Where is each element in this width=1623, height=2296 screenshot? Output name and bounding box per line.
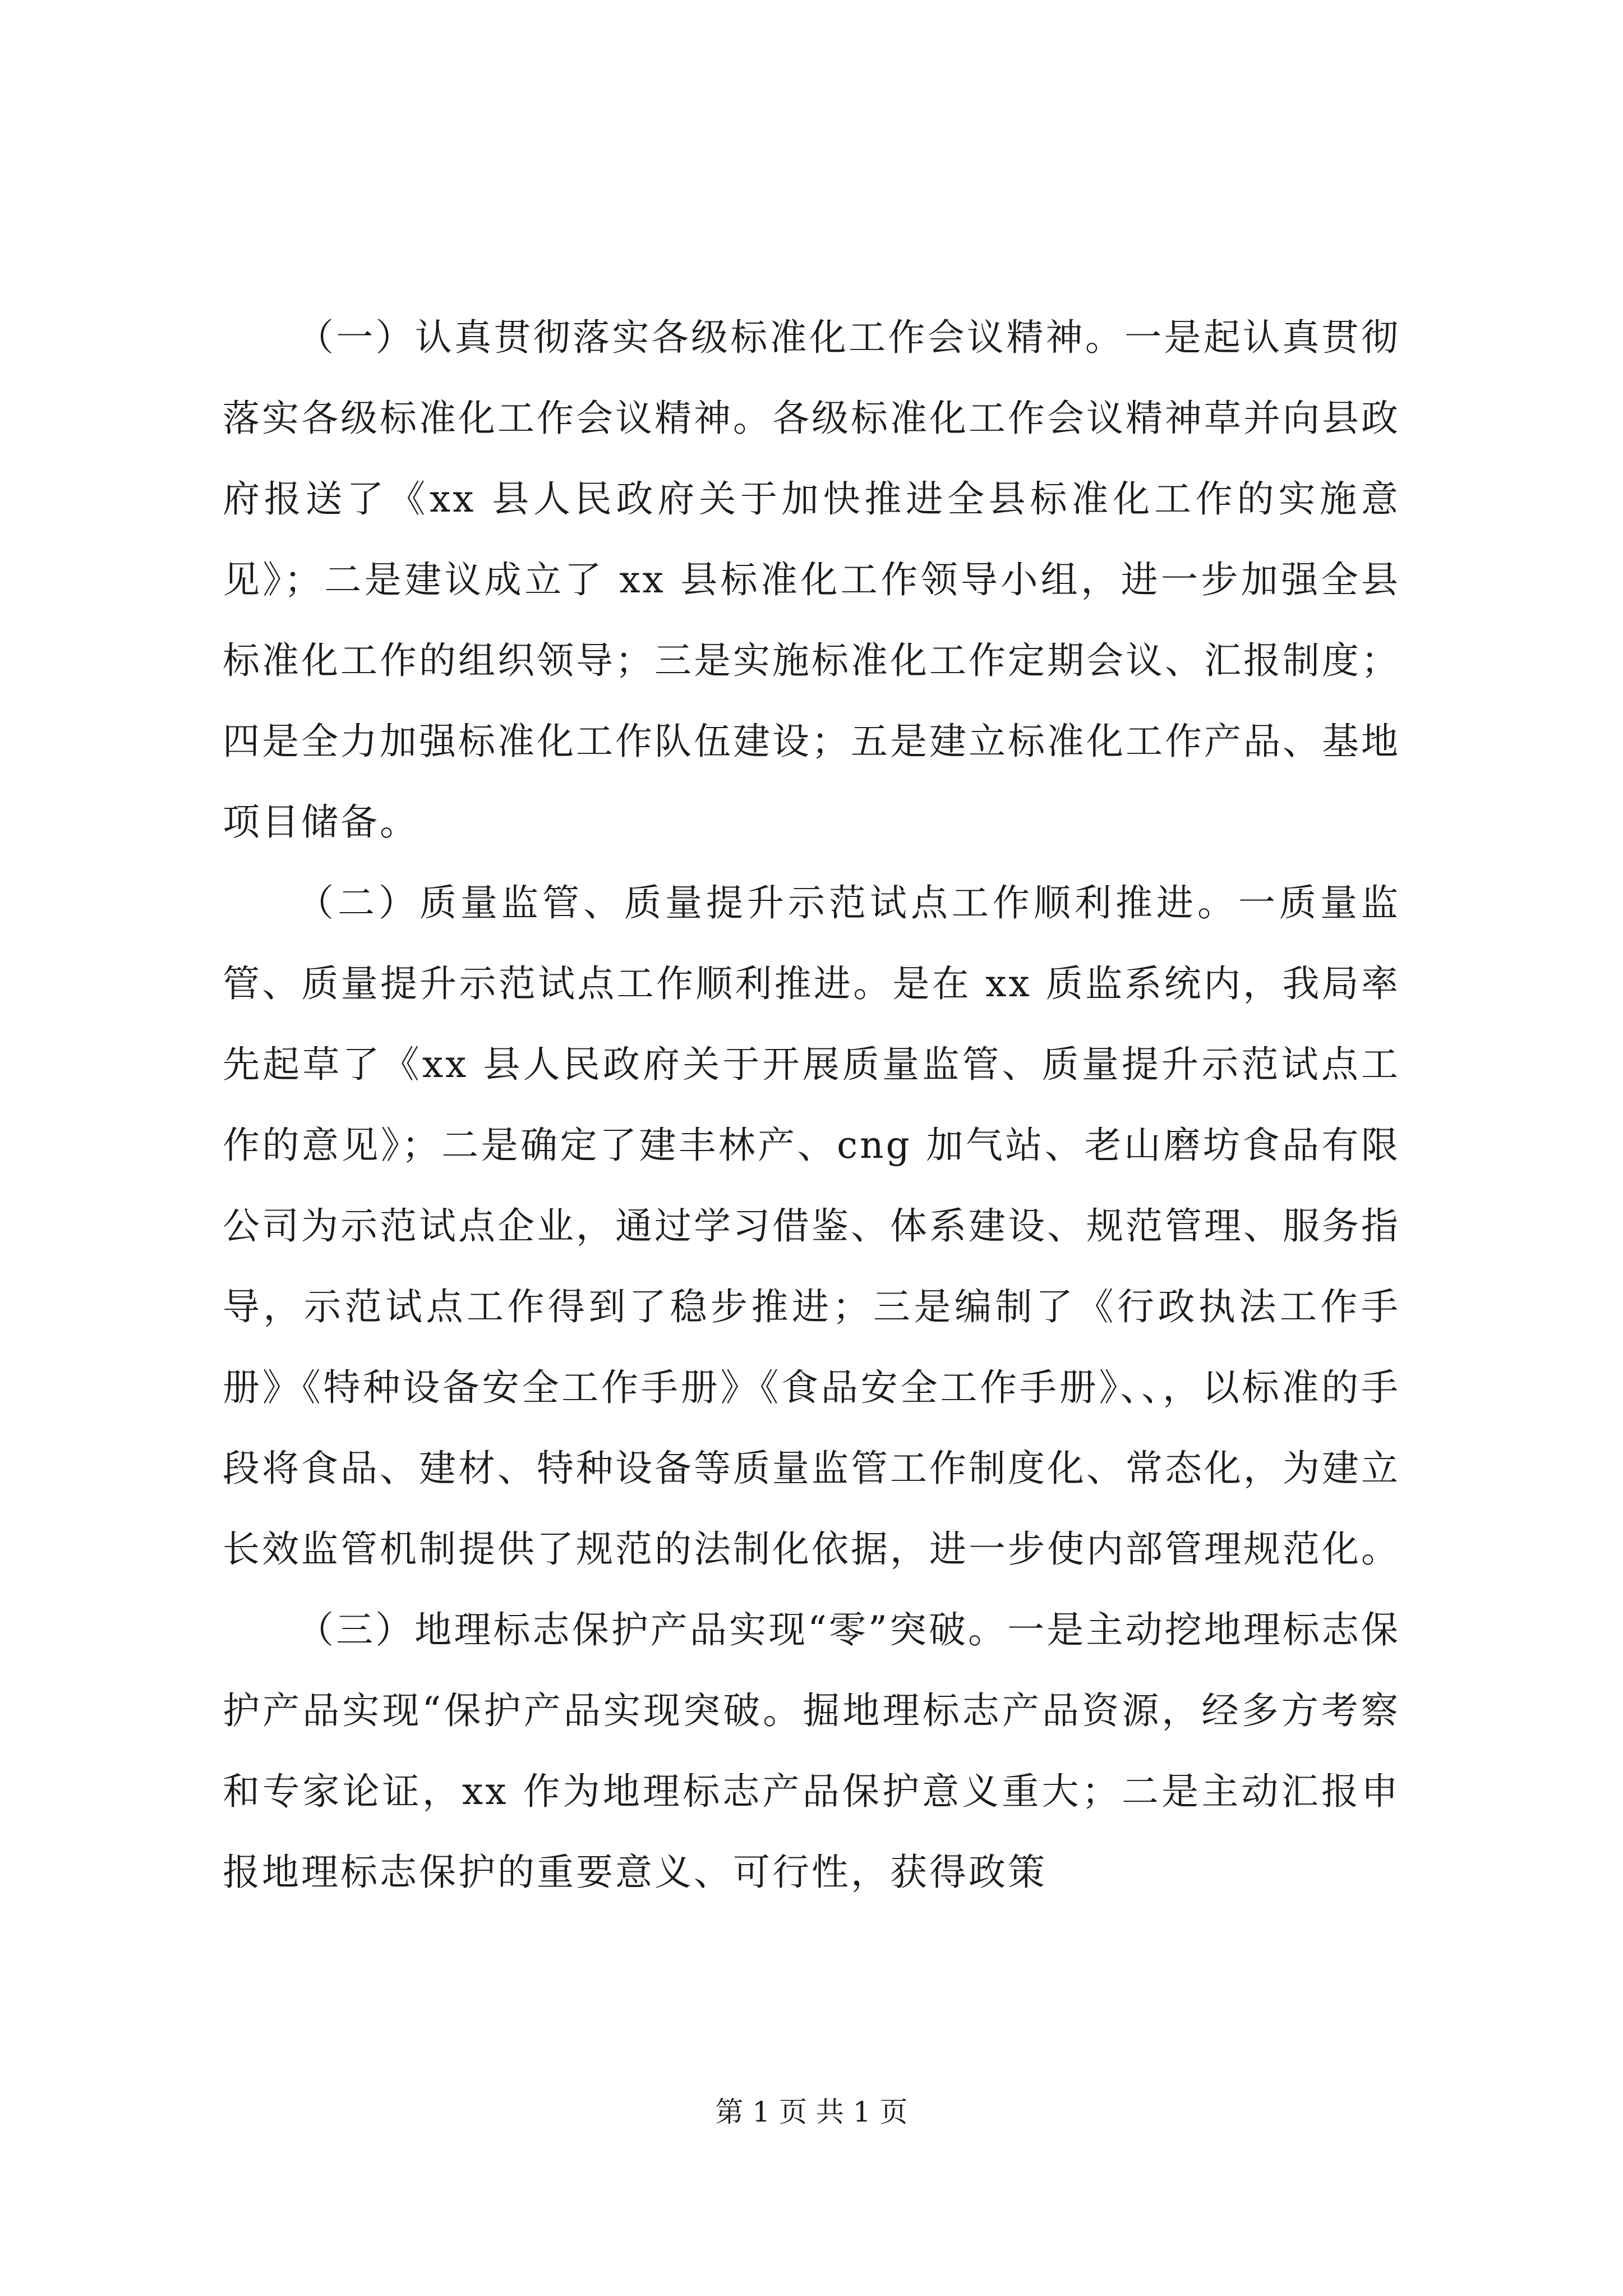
document-body (223, 297, 1400, 1913)
paragraph-geographic-indication: （三）地理标志保护产品实现“零”突破。一是主动挖地理标志保护产品实现“保护产品实现突破。掘地理标志产品资源，经多方考察和专家论证，xx 作为地理标志产品保护意义重大；二是主动汇报申报地理标志保护的重要意义、可行性，获得政策 (223, 1608, 1400, 1894)
paragraph-standardization: （一）认真贯彻落实各级标准化工作会议精神。一是起认真贯彻落实各级标准化工作会议精神。各级标准化工作会议精神草并向县政府报送了《xx 县人民政府关于加快推进全县标准化工作的实施意见》；二是建议成立了 xx 县标准化工作领导小组，进一步加强全县标准化工作的组织领导；三是实施标准化工作定期会议、汇报制度；四是全力加强标准化工作队伍建设；五是建立标准化工作产品、基地项目储备。 (223, 316, 1400, 844)
page-footer: 第 1 页 共 1 页 (715, 2096, 908, 2128)
paragraph-quality-supervision: （二）质量监管、质量提升示范试点工作顺利推进。一质量监管、质量提升示范试点工作顺利推进。是在 xx 质监系统内，我局率先起草了《xx 县人民政府关于开展质量监管、质量提升示范试点工作的意见》；二是确定了建丰林产、cng 加气站、老山磨坊食品有限公司为示范试点企业，通过学习借鉴、体系建设、规范管理、服务指导，示范试点工作得到了稳步推进；三是编制了《行政执法工作手册》《特种设备安全工作手册》《食品安全工作手册》、、，以标准的手段将食品、建材、特种设备等质量监管工作制度化、常态化，为建立长效监管机制提供了规范的法制化依据，进一步使内部管理规范化。 (223, 881, 1400, 1571)
